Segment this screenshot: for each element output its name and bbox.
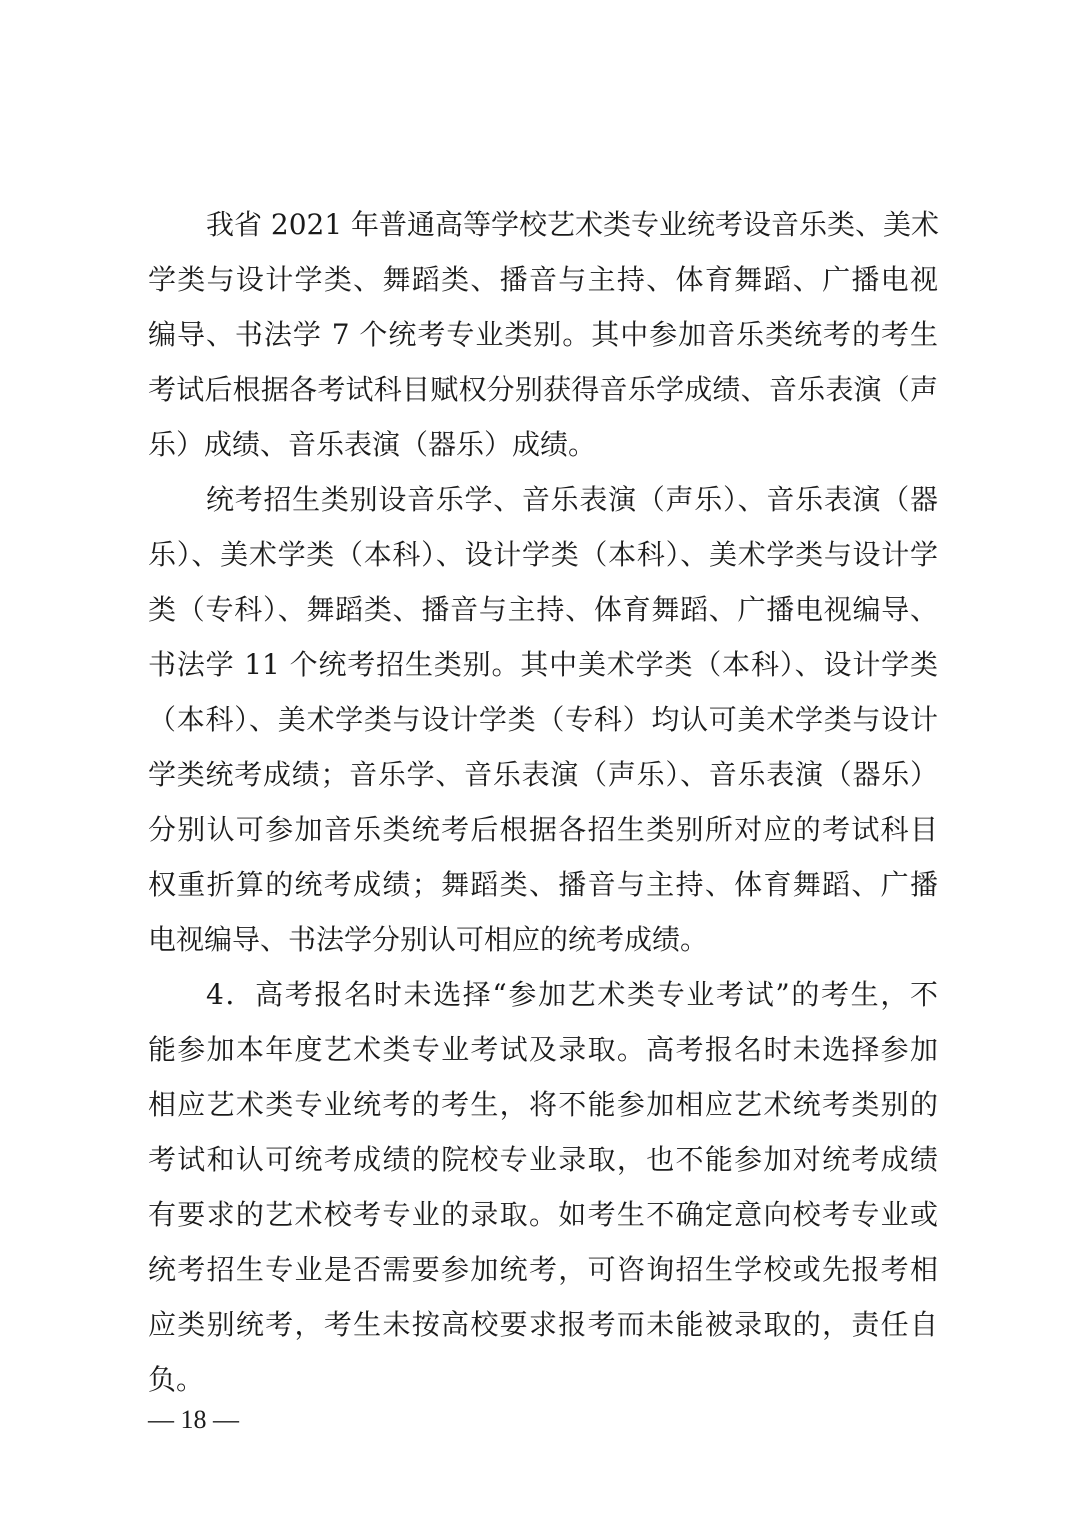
paragraph-2-line-6: 学类统考成绩；音乐学、音乐表演（声乐）、音乐表演（器乐） [148,758,938,791]
paragraph-2-line-9: 电视编导、书法学分别认可相应的统考成绩。 [148,923,709,956]
page-number: — 18 — [148,1405,239,1434]
paragraph-3-line-8: 负。 [148,1363,205,1396]
paragraph-1-line-1: 我省 2021 年普通高等学校艺术类专业统考设音乐类、美术 [206,208,940,241]
paragraph-2-line-7: 分别认可参加音乐类统考后根据各招生类别所对应的考试科目 [148,813,938,846]
paragraph-1-line-5: 乐）成绩、音乐表演（器乐）成绩。 [148,428,597,461]
paragraph-3-line-2: 能参加本年度艺术类专业考试及录取。高考报名时未选择参加 [148,1033,938,1066]
paragraph-2-line-4: 书法学 11 个统考招生类别。其中美术学类（本科）、设计学类 [148,648,938,681]
paragraph-1-line-2: 学类与设计学类、舞蹈类、播音与主持、体育舞蹈、广播电视 [148,263,938,296]
paragraph-2-line-5: （本科）、美术学类与设计学类（专科）均认可美术学类与设计 [148,703,938,736]
paragraph-3-line-6: 统考招生专业是否需要参加统考，可咨询招生学校或先报考相 [148,1253,938,1286]
paragraph-2-line-1: 统考招生类别设音乐学、音乐表演（声乐）、音乐表演（器 [206,483,938,516]
paragraph-2-line-3: 类（专科）、舞蹈类、播音与主持、体育舞蹈、广播电视编导、 [148,593,938,626]
paragraph-3-line-1: 4．高考报名时未选择“参加艺术类专业考试”的考生，不 [206,978,938,1011]
paragraph-3-line-4: 考试和认可统考成绩的院校专业录取，也不能参加对统考成绩 [148,1143,938,1176]
paragraph-2-line-2: 乐）、美术学类（本科）、设计学类（本科）、美术学类与设计学 [148,538,938,571]
paragraph-3-line-3: 相应艺术类专业统考的考生，将不能参加相应艺术统考类别的 [148,1088,938,1121]
paragraph-1-line-4: 考试后根据各考试科目赋权分别获得音乐学成绩、音乐表演（声 [148,373,938,406]
paragraph-3-line-5: 有要求的艺术校考专业的录取。如考生不确定意向校考专业或 [148,1198,938,1231]
paragraph-3-line-7: 应类别统考，考生未按高校要求报考而未能被录取的，责任自 [148,1308,938,1341]
paragraph-1-line-3: 编导、书法学 7 个统考专业类别。其中参加音乐类统考的考生 [148,318,938,351]
paragraph-2-line-8: 权重折算的统考成绩；舞蹈类、播音与主持、体育舞蹈、广播 [148,868,938,901]
